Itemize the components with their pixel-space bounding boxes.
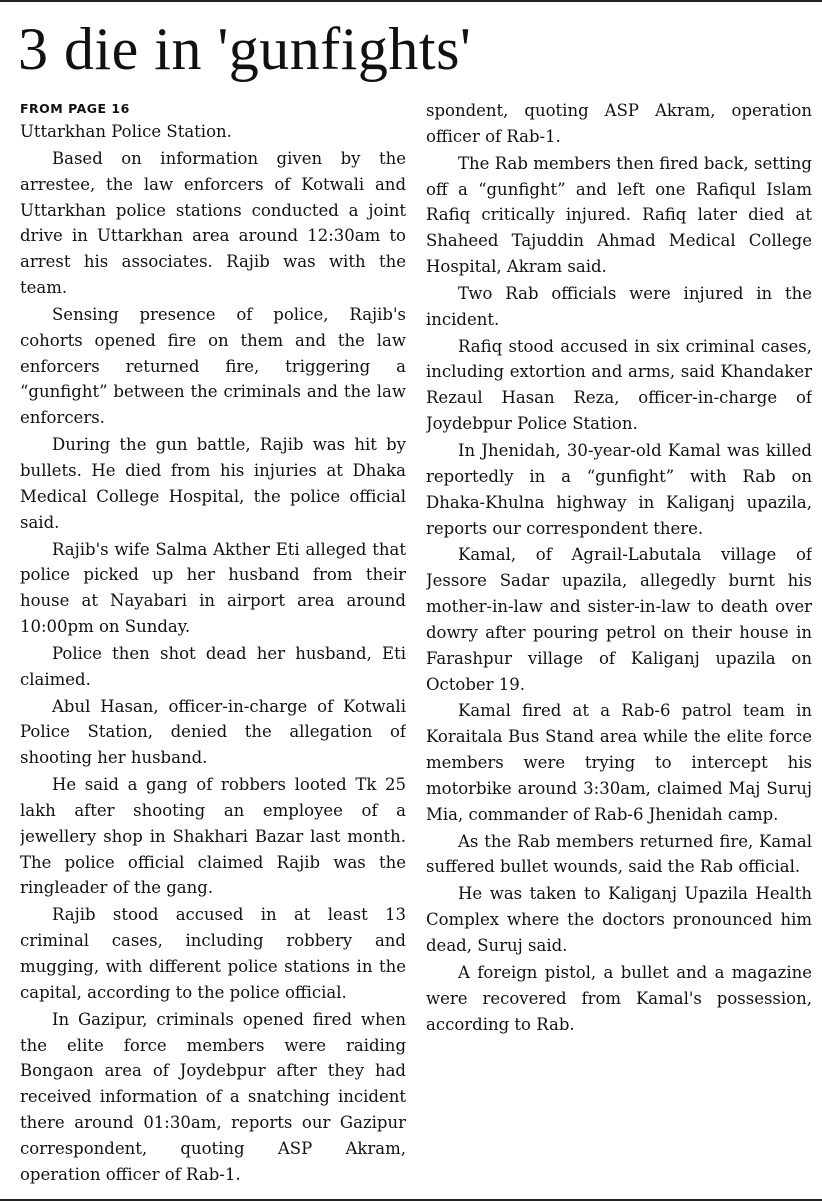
paragraph: Abul Hasan, officer-in-charge of Kotwali Police Station, denied the allegation of shooting her husband. xyxy=(20,696,406,768)
paragraph: Kamal fired at a Rab-6 patrol team in Koraitala Bus Stand area while the elite force members were trying to intercept his motorbike around 3:30am, claimed Maj Suruj Mia, commander of Rab-6 Jhenidah camp. xyxy=(426,701,812,824)
paragraph: Two Rab officials were injured in the incident. xyxy=(426,283,812,329)
paragraph: As the Rab members returned fire, Kamal suffered bullet wounds, said the Rab official. xyxy=(426,831,812,877)
paragraph: spondent, quoting ASP Akram, operation officer of Rab-1. xyxy=(426,101,812,146)
paragraph: Sensing presence of police, Rajib's cohorts opened fire on them and the law enforcers returned fire, triggering a “gunfight” between the criminals and the law enforcers. xyxy=(20,304,406,428)
column-left xyxy=(20,98,406,1193)
paragraph: Uttarkhan Police Station. xyxy=(20,122,232,141)
paragraph: Based on information given by the arrestee, the law enforcers of Kotwali and Uttarkhan police stations conducted a joint drive in Uttarkhan area around 12:30am to arrest his associates. Rajib was with the team. xyxy=(20,148,406,298)
paragraph: Kamal, of Agrail-Labutala village of Jessore Sadar upazila, allegedly burnt his mother-in-law and sister-in-law to death over dowry after pouring petrol on their house in Farashpur village of Kaliganj upazila on October 19. xyxy=(426,545,812,694)
paragraph: Rafiq stood accused in six criminal cases, including extortion and arms, said Khandaker Rezaul Hasan Reza, officer-in-charge of Joydebpur Police Station. xyxy=(426,336,812,434)
paragraph: Rajib stood accused in at least 13 criminal cases, including robbery and mugging, with different police stations in the capital, according to the police official. xyxy=(20,905,406,1002)
article-body xyxy=(20,98,812,1193)
paragraph: The Rab members then fired back, setting off a “gunfight” and left one Rafiqul Islam Rafiq critically injured. Rafiq later died at Shaheed Tajuddin Ahmad Medical College Hospital, Akram said. xyxy=(426,153,812,277)
paragraph: Rajib's wife Salma Akther Eti alleged that police picked up her husband from their house at Nayabari in airport area around 10:00pm on Sunday. xyxy=(20,539,406,637)
paragraph: In Gazipur, criminals opened fired when the elite force members were raiding Bongaon area of Joydebpur after they had received information of a snatching incident there around 01:30am, reports our Gazipur correspondent, quoting ASP Akram, operation officer of Rab-1. xyxy=(20,1009,406,1184)
jump-line: FROM PAGE 16 xyxy=(20,101,130,116)
headline: 3 die in 'gunfights' xyxy=(18,16,472,82)
paragraph: In Jhenidah, 30-year-old Kamal was killed reportedly in a “gunfight” with Rab on Dhaka-Khulna highway in Kaliganj upazila, reports our correspondent there. xyxy=(426,440,812,538)
paragraph: Police then shot dead her husband, Eti claimed. xyxy=(20,643,406,689)
paragraph: During the gun battle, Rajib was hit by bullets. He died from his injuries at Dhaka Medical College Hospital, the police official said. xyxy=(20,435,406,532)
paragraph: He was taken to Kaliganj Upazila Health Complex where the doctors pronounced him dead, Suruj said. xyxy=(426,884,812,955)
column-right xyxy=(426,98,812,1193)
paragraph: He said a gang of robbers looted Tk 25 lakh after shooting an employee of a jewellery shop in Shakhari Bazar last month. The police official claimed Rajib was the ringleader of the gang. xyxy=(20,775,406,898)
paragraph: A foreign pistol, a bullet and a magazine were recovered from Kamal's possession, according to Rab. xyxy=(426,962,812,1034)
